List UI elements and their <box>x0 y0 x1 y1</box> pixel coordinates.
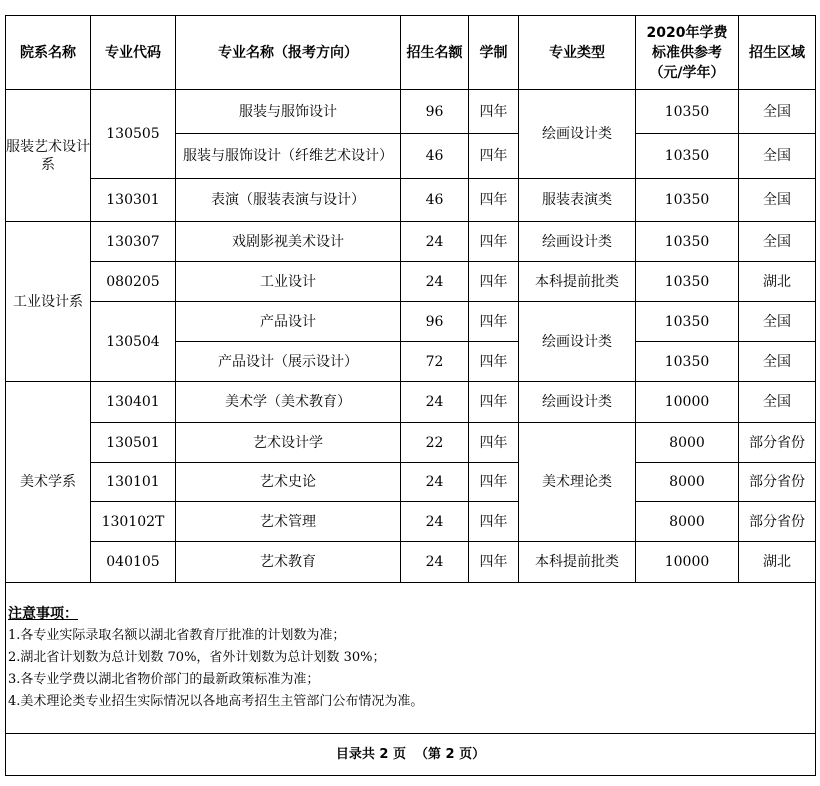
cell-type: 本科提前批类 <box>519 262 636 302</box>
cell-quota: 24 <box>401 262 469 302</box>
cell-code: 080205 <box>91 262 176 302</box>
cell-major: 产品设计（展示设计） <box>176 342 401 382</box>
cell-region: 全国 <box>739 134 816 179</box>
cell-code: 130505 <box>91 90 176 179</box>
cell-major: 产品设计 <box>176 302 401 342</box>
cell-major: 艺术管理 <box>176 502 401 542</box>
header-major: 专业名称（报考方向） <box>176 16 401 90</box>
cell-years: 四年 <box>469 179 519 222</box>
cell-quota: 46 <box>401 134 469 179</box>
cell-major: 戏剧影视美术设计 <box>176 222 401 262</box>
cell-years: 四年 <box>469 222 519 262</box>
cell-fee: 8000 <box>636 463 739 502</box>
cell-fee: 10350 <box>636 90 739 134</box>
cell-quota: 24 <box>401 222 469 262</box>
table-row <box>6 222 816 262</box>
table-row <box>6 262 816 302</box>
cell-fee: 10350 <box>636 179 739 222</box>
cell-years: 四年 <box>469 423 519 463</box>
header-fee: 2020年学费标准供参考（元/学年） <box>636 16 739 90</box>
cell-major: 服装与服饰设计（纤维艺术设计） <box>176 134 401 179</box>
table-row <box>6 502 816 542</box>
cell-region: 全国 <box>739 382 816 423</box>
cell-major: 表演（服装表演与设计） <box>176 179 401 222</box>
dept-industrial: 工业设计系 <box>6 222 91 382</box>
cell-type: 服装表演类 <box>519 179 636 222</box>
cell-quota: 96 <box>401 302 469 342</box>
cell-major: 美术学（美术教育） <box>176 382 401 423</box>
cell-major: 工业设计 <box>176 262 401 302</box>
admissions-table <box>5 15 816 776</box>
cell-code: 130501 <box>91 423 176 463</box>
header-quota: 招生名额 <box>401 16 469 90</box>
cell-region: 湖北 <box>739 542 816 583</box>
cell-region: 湖北 <box>739 262 816 302</box>
cell-years: 四年 <box>469 302 519 342</box>
page-footer: 目录共 2 页 （第 2 页） <box>6 734 816 776</box>
cell-fee: 10350 <box>636 222 739 262</box>
table-row <box>6 382 816 423</box>
table-row <box>6 463 816 502</box>
table-row <box>6 542 816 583</box>
cell-code: 130504 <box>91 302 176 382</box>
cell-code: 130301 <box>91 179 176 222</box>
cell-fee: 10350 <box>636 342 739 382</box>
table-row <box>6 423 816 463</box>
dept-fashion: 服装艺术设计系 <box>6 90 91 222</box>
notes-section <box>6 583 816 734</box>
cell-fee: 10350 <box>636 302 739 342</box>
cell-region: 部分省份 <box>739 502 816 542</box>
note-item: 4.美术理论类专业招生实际情况以各地高考招生主管部门公布情况为准。 <box>8 694 424 709</box>
cell-code: 130401 <box>91 382 176 423</box>
header-region: 招生区域 <box>739 16 816 90</box>
cell-fee: 8000 <box>636 423 739 463</box>
cell-type: 绘画设计类 <box>519 302 636 382</box>
cell-fee: 8000 <box>636 502 739 542</box>
cell-quota: 24 <box>401 542 469 583</box>
cell-region: 全国 <box>739 222 816 262</box>
cell-region: 全国 <box>739 342 816 382</box>
cell-type: 本科提前批类 <box>519 542 636 583</box>
cell-major: 艺术教育 <box>176 542 401 583</box>
note-item: 1.各专业实际录取名额以湖北省教育厅批准的计划数为准； <box>8 628 346 643</box>
cell-code: 130307 <box>91 222 176 262</box>
table-row <box>6 179 816 222</box>
cell-quota: 96 <box>401 90 469 134</box>
cell-region: 全国 <box>739 302 816 342</box>
cell-quota: 72 <box>401 342 469 382</box>
cell-region: 全国 <box>739 90 816 134</box>
cell-quota: 24 <box>401 382 469 423</box>
cell-fee: 10000 <box>636 382 739 423</box>
notes-title: 注意事项： <box>8 606 78 622</box>
cell-major: 艺术史论 <box>176 463 401 502</box>
note-item: 2.湖北省计划数为总计划数 70%，省外计划数为总计划数 30%； <box>8 650 386 665</box>
header-dept: 院系名称 <box>6 16 91 90</box>
cell-years: 四年 <box>469 542 519 583</box>
cell-years: 四年 <box>469 382 519 423</box>
cell-type: 绘画设计类 <box>519 90 636 179</box>
cell-years: 四年 <box>469 90 519 134</box>
cell-region: 部分省份 <box>739 463 816 502</box>
cell-fee: 10000 <box>636 542 739 583</box>
note-item: 3.各专业学费以湖北省物价部门的最新政策标准为准； <box>8 672 320 687</box>
cell-quota: 24 <box>401 502 469 542</box>
cell-years: 四年 <box>469 262 519 302</box>
cell-fee: 10350 <box>636 134 739 179</box>
notes-row <box>6 583 816 734</box>
cell-quota: 46 <box>401 179 469 222</box>
dept-fine-arts: 美术学系 <box>6 382 91 583</box>
cell-code: 130102T <box>91 502 176 542</box>
header-row <box>6 16 816 90</box>
cell-years: 四年 <box>469 463 519 502</box>
cell-type: 绘画设计类 <box>519 382 636 423</box>
table-row <box>6 302 816 342</box>
cell-type: 绘画设计类 <box>519 222 636 262</box>
cell-major: 服装与服饰设计 <box>176 90 401 134</box>
cell-region: 全国 <box>739 179 816 222</box>
table-row <box>6 90 816 134</box>
cell-region: 部分省份 <box>739 423 816 463</box>
cell-code: 040105 <box>91 542 176 583</box>
cell-type: 美术理论类 <box>519 423 636 542</box>
header-years: 学制 <box>469 16 519 90</box>
header-code: 专业代码 <box>91 16 176 90</box>
cell-quota: 24 <box>401 463 469 502</box>
cell-years: 四年 <box>469 342 519 382</box>
footer-row <box>6 734 816 776</box>
cell-years: 四年 <box>469 134 519 179</box>
cell-years: 四年 <box>469 502 519 542</box>
header-type: 专业类型 <box>519 16 636 90</box>
cell-quota: 22 <box>401 423 469 463</box>
cell-major: 艺术设计学 <box>176 423 401 463</box>
cell-fee: 10350 <box>636 262 739 302</box>
cell-code: 130101 <box>91 463 176 502</box>
